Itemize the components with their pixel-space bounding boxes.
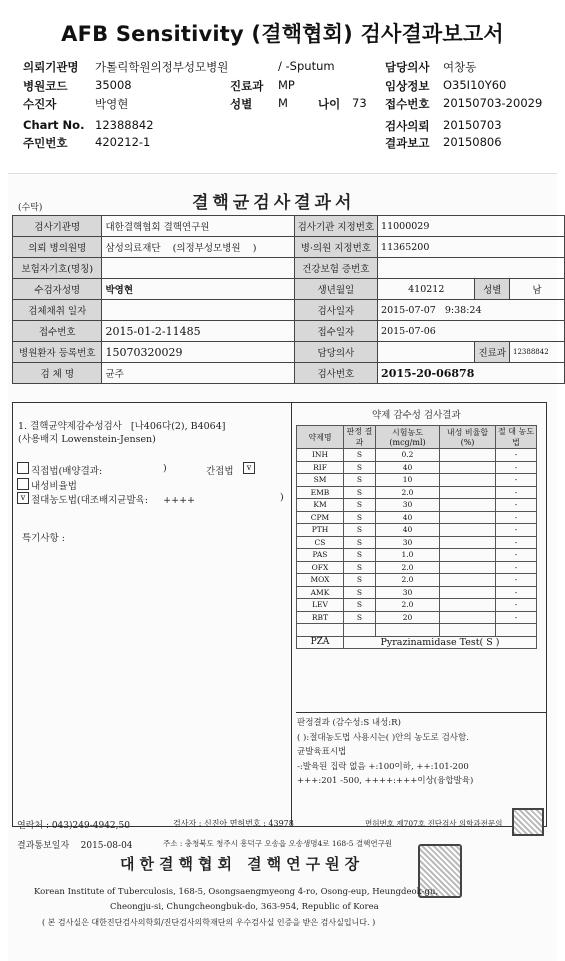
drug-cell: EMB xyxy=(297,486,344,499)
health-label: 건강보험 증번호 xyxy=(294,258,377,279)
ref-value2: (의정부성모병원 xyxy=(172,243,241,254)
legend-divider xyxy=(296,712,546,713)
drug-row xyxy=(297,586,537,599)
drug-cell: S xyxy=(344,549,376,562)
drug-cell: KM xyxy=(297,499,344,512)
drug-row xyxy=(297,574,537,587)
drug-row xyxy=(297,486,537,499)
drug-cell: 30 xyxy=(376,536,440,549)
drug-cell: S xyxy=(344,461,376,474)
ssn-label: 주민번호 xyxy=(23,136,68,150)
notes-label: 특기사항 : xyxy=(22,533,65,544)
indirect-label: 간접법 xyxy=(206,466,234,477)
sex-label: 성별 xyxy=(230,97,253,111)
drug-cell: S xyxy=(344,586,376,599)
absolute-checkbox[interactable]: v xyxy=(17,492,29,504)
legend-line: ( ):절대농도법 사용시는( )안의 농도로 검사함. xyxy=(297,732,469,743)
examiner: 검사자 : 신진아 면허번호 : 43978 xyxy=(173,819,294,828)
sus-header-cell: 약제명 xyxy=(297,426,344,449)
drug-cell: S xyxy=(344,486,376,499)
recv-no-label: 접수번호 xyxy=(13,321,102,342)
drug-cell xyxy=(440,536,496,549)
corner-label: (수탁) xyxy=(18,203,43,213)
collect-label: 검체채취 일자 xyxy=(13,300,102,321)
drug-cell: 0.2 xyxy=(376,449,440,462)
signature-seal xyxy=(512,808,544,836)
drug-cell: - xyxy=(496,486,537,499)
sex-value: M xyxy=(278,96,288,110)
drug-cell: S xyxy=(344,511,376,524)
recv-date-label: 접수일자 xyxy=(294,321,377,342)
clinical-value: O35I10Y60 xyxy=(443,78,507,92)
dob-label: 생년월일 xyxy=(294,279,377,300)
form-sex-value: 남 xyxy=(510,279,565,300)
drug-row xyxy=(297,599,537,612)
specimen-value: / -Sputum xyxy=(278,59,335,73)
drug-cell: - xyxy=(496,611,537,624)
chart-label: Chart No. xyxy=(23,118,85,132)
drug-cell: MOX xyxy=(297,574,344,587)
drug-row xyxy=(297,536,537,549)
license: 면허번호 제707호 진단검사 의학과전문의 xyxy=(365,819,503,828)
chart-value: 12388842 xyxy=(95,118,154,132)
age-value: 73 xyxy=(352,96,367,110)
indirect-checkbox[interactable]: v xyxy=(243,462,255,474)
test-time-value: 9:38:24 xyxy=(444,304,482,316)
drug-cell: CS xyxy=(297,536,344,549)
ins-label: 보험자기호(명칭) xyxy=(13,258,102,279)
drug-cell: - xyxy=(496,511,537,524)
drug-cell: 1.0 xyxy=(376,549,440,562)
legend-line: -:발육된 집락 없음 +:100이하, ++:101-200 xyxy=(297,761,469,772)
hosp-code-label: 병원코드 xyxy=(23,79,68,93)
drug-cell: S xyxy=(344,611,376,624)
result-value: 20150806 xyxy=(443,135,502,149)
drug-cell: RBT xyxy=(297,611,344,624)
collector-value: 박영현 xyxy=(95,97,129,111)
drug-cell: - xyxy=(496,524,537,537)
drug-cell: 30 xyxy=(376,586,440,599)
drug-cell xyxy=(440,511,496,524)
drug-cell: S xyxy=(344,474,376,487)
accession-value: 20150703-20029 xyxy=(443,96,543,110)
section-divider xyxy=(291,402,292,825)
drug-cell xyxy=(440,449,496,462)
doctor-label: 담당의사 xyxy=(385,60,430,74)
dob-value: 410212 xyxy=(378,279,475,300)
drug-row xyxy=(297,449,537,462)
drug-cell: RIF xyxy=(297,461,344,474)
left-line2: (사용배지 Lowenstein-Jensen) xyxy=(18,434,156,445)
ref-paren: ) xyxy=(252,243,257,254)
specimen-value: 균주 xyxy=(102,363,294,384)
recv-no-value: 2015-01-2-11485 xyxy=(102,321,294,342)
drug-cell: CPM xyxy=(297,511,344,524)
form-sex-label: 성별 xyxy=(475,279,510,300)
inst-code-value: 11000029 xyxy=(378,216,565,237)
hospital-value: 가톨릭학원의정부성모병원 xyxy=(95,60,229,74)
ref-label: 의뢰 병의원명 xyxy=(13,237,102,258)
org-name: 대한결핵협회 결핵연구원장 xyxy=(120,855,365,873)
test-date-label: 검사일자 xyxy=(294,300,377,321)
drug-row xyxy=(297,474,537,487)
drug-cell: - xyxy=(496,536,537,549)
drug-cell: - xyxy=(496,474,537,487)
ref-value: 삼성의료재단 xyxy=(105,243,161,254)
drug-cell: OFX xyxy=(297,561,344,574)
drug-row xyxy=(297,511,537,524)
hosp-code-value: 35008 xyxy=(95,78,132,92)
info-table xyxy=(12,215,565,384)
drug-cell: S xyxy=(344,561,376,574)
drug-cell: 10 xyxy=(376,474,440,487)
dept-value: MP xyxy=(278,78,295,92)
drug-cell: 2.0 xyxy=(376,574,440,587)
drug-cell: 30 xyxy=(376,499,440,512)
drug-cell xyxy=(440,524,496,537)
drug-cell: S xyxy=(344,524,376,537)
address-en-2: Cheongju-si, Chungcheongbuk-do, 363-954, Republic of Korea xyxy=(110,902,379,912)
drug-cell: SM xyxy=(297,474,344,487)
drug-row xyxy=(297,461,537,474)
drug-cell: - xyxy=(496,549,537,562)
drug-cell xyxy=(440,549,496,562)
name-value: 박영현 xyxy=(102,279,294,300)
inst-value: 대한결핵협회 결핵연구원 xyxy=(102,216,294,237)
collector-label: 수진자 xyxy=(23,97,57,111)
drug-row xyxy=(297,561,537,574)
drug-row xyxy=(297,549,537,562)
request-value: 20150703 xyxy=(443,118,502,132)
drug-cell: 40 xyxy=(376,511,440,524)
sus-header-cell: 시험농도 (mcg/ml) xyxy=(376,426,440,449)
form-title: 결핵균검사결과서 xyxy=(192,193,356,213)
drug-cell: - xyxy=(496,574,537,587)
inst-label: 검사기관명 xyxy=(13,216,102,237)
drug-cell: 20 xyxy=(376,611,440,624)
test-no-value: 2015-20-06878 xyxy=(378,363,565,384)
sus-title: 약제 감수성 검사결과 xyxy=(372,410,461,421)
form-doctor-label: 담당의사 xyxy=(294,342,377,363)
drug-cell xyxy=(440,461,496,474)
ssn-value: 420212-1 xyxy=(95,135,151,149)
drug-cell: - xyxy=(496,449,537,462)
drug-cell: 2.0 xyxy=(376,599,440,612)
left-line1: 1. 결핵균약제감수성검사 [나406다(2), B4064] xyxy=(18,421,226,432)
drug-cell: LEV xyxy=(297,599,344,612)
absolute-close: ) xyxy=(280,492,284,503)
drug-cell: - xyxy=(496,586,537,599)
recv-date-value: 2015-07-06 xyxy=(378,321,565,342)
drug-cell xyxy=(440,499,496,512)
pza-value: Pyrazinamidase Test( S ) xyxy=(344,636,537,649)
drug-cell: 40 xyxy=(376,524,440,537)
drug-row xyxy=(297,499,537,512)
drug-cell: AMK xyxy=(297,586,344,599)
drug-cell xyxy=(440,599,496,612)
drug-cell: S xyxy=(344,599,376,612)
drug-row xyxy=(297,524,537,537)
drug-cell: S xyxy=(344,449,376,462)
drug-cell xyxy=(440,611,496,624)
direct-checkbox[interactable] xyxy=(17,462,29,474)
resist-label: 내성비율법 xyxy=(31,481,77,492)
drug-cell: S xyxy=(344,536,376,549)
drug-cell: - xyxy=(496,561,537,574)
drug-cell: 2.0 xyxy=(376,486,440,499)
result-label: 결과보고 xyxy=(385,136,430,150)
drug-cell: - xyxy=(496,461,537,474)
absolute-label: 절대농도법(대조배지균발육: ++++ xyxy=(31,495,195,506)
test-date-value: 2015-07-07 xyxy=(381,304,436,316)
resist-checkbox[interactable] xyxy=(17,478,29,490)
notify-date: 결과통보일자 2015-08-04 xyxy=(17,841,133,851)
dept-label: 진료과 xyxy=(230,79,264,93)
patient-no-value: 15070320029 xyxy=(102,342,294,363)
cert-note: ( 본 검사실은 대한진단검사의학회/진단검사의학재단의 우수검사실 인증을 받은 검사실입니다. ) xyxy=(42,918,376,927)
direct-close: ) xyxy=(163,463,167,474)
drug-cell xyxy=(440,486,496,499)
drug-row xyxy=(297,611,537,624)
drug-cell xyxy=(440,586,496,599)
legend-line: +++:201 -500, ++++:+++이상(융합발육) xyxy=(297,776,474,786)
sus-header-cell: 판정 결과 xyxy=(344,426,376,449)
legend-line: 균발육표시법 xyxy=(297,747,347,757)
drug-cell xyxy=(440,561,496,574)
sus-header-cell: 내성 비율합(%) xyxy=(440,426,496,449)
direct-label: 직접법(배양결과: xyxy=(31,466,103,477)
address-ko: 주소 : 충청북도 청주시 흥덕구 오송읍 오송생명4로 168-5 결핵연구원 xyxy=(163,839,393,848)
form-dept-label: 진료과 xyxy=(475,342,510,363)
age-label: 나이 xyxy=(318,97,341,111)
drug-cell: PAS xyxy=(297,549,344,562)
susceptibility-table xyxy=(296,425,537,649)
name-label: 수검자성명 xyxy=(13,279,102,300)
report-title: AFB Sensitivity (결핵협회) 검사결과보고서 xyxy=(61,22,504,46)
drug-cell: - xyxy=(496,499,537,512)
hospital-label: 의뢰기관명 xyxy=(23,60,79,74)
address-en-1: Korean Institute of Tuberculosis, 168-5, Osongsaengmyeong 4-ro, Osong-eup, Heungdeok-gu, xyxy=(34,887,439,897)
inst-code-label: 검사기관 지정번호 xyxy=(294,216,377,237)
accession-label: 접수번호 xyxy=(385,97,430,111)
ref-code-label: 병·의원 지정번호 xyxy=(294,237,377,258)
legend xyxy=(297,716,543,789)
form-dept-value: 12388842 xyxy=(510,342,565,363)
doctor-value: 여창동 xyxy=(443,60,477,74)
phone: 연락처 : 043)249-4942,50 xyxy=(17,821,130,831)
ref-code-value: 11365200 xyxy=(378,237,565,258)
specimen-label: 검 체 명 xyxy=(13,363,102,384)
drug-cell xyxy=(440,474,496,487)
drug-cell: 2.0 xyxy=(376,561,440,574)
pza-label: PZA xyxy=(297,636,344,649)
legend-line: 판정결과 (감수성:S 내성:R) xyxy=(297,718,401,728)
request-label: 검사의뢰 xyxy=(385,119,430,133)
patient-no-label: 병원환자 등록번호 xyxy=(13,342,102,363)
sus-header-cell: 절 대 농도법 xyxy=(496,426,537,449)
drug-cell: - xyxy=(496,599,537,612)
drug-cell: S xyxy=(344,574,376,587)
drug-cell: 40 xyxy=(376,461,440,474)
drug-cell: INH xyxy=(297,449,344,462)
test-no-label: 검사번호 xyxy=(294,363,377,384)
drug-cell: PTH xyxy=(297,524,344,537)
clinical-label: 임상정보 xyxy=(385,79,430,93)
drug-cell xyxy=(440,574,496,587)
drug-cell: S xyxy=(344,499,376,512)
